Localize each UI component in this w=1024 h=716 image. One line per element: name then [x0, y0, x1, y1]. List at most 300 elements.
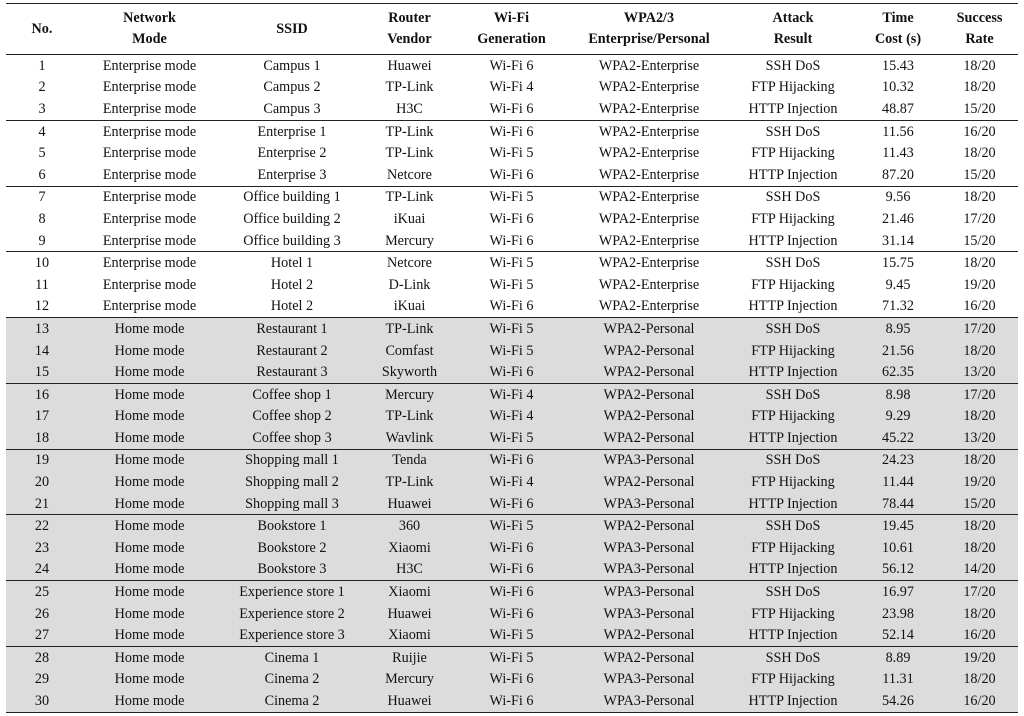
- cell-ssid: Cinema 2: [221, 690, 363, 712]
- cell-success-rate: 13/20: [941, 361, 1018, 383]
- cell-wifi-generation: Wi-Fi 6: [456, 361, 567, 383]
- cell-network-mode: Home mode: [78, 449, 221, 471]
- cell-ssid: Bookstore 3: [221, 559, 363, 581]
- header-wpa-type-line: Enterprise/Personal: [588, 31, 710, 47]
- cell-ssid: Campus 1: [263, 57, 321, 74]
- cell-time-cost: 62.35: [855, 361, 941, 383]
- header-ssid-line: SSID: [276, 20, 308, 37]
- cell-no: 30: [6, 690, 78, 712]
- table-row: [6, 515, 1018, 537]
- cell-wpa-type: WPA2-Enterprise: [598, 57, 700, 74]
- cell-router-vendor: TP-Link: [363, 318, 456, 340]
- cell-router-vendor: iKuai: [393, 298, 426, 315]
- cell-network-mode: Home mode: [78, 537, 221, 559]
- table-row: [6, 208, 1018, 230]
- cell-no: 4: [6, 120, 78, 142]
- cell-no: 1: [38, 57, 46, 74]
- cell-router-vendor: Xiaomi: [363, 581, 456, 603]
- cell-network-mode: Enterprise mode: [102, 232, 197, 249]
- table-row: [6, 449, 1018, 471]
- cell-time-cost: 24.23: [855, 449, 941, 471]
- cell-attack-result: HTTP Injection: [748, 166, 838, 183]
- cell-wifi-generation: Wi-Fi 5: [456, 318, 567, 340]
- table-row: [6, 603, 1018, 625]
- table-row: [6, 383, 1018, 405]
- header-router-vendor: [363, 4, 456, 55]
- cell-success-rate: 17/20: [941, 581, 1018, 603]
- cell-time-cost: 56.12: [855, 559, 941, 581]
- cell-ssid: Office building 2: [243, 210, 341, 227]
- cell-ssid: Enterprise 1: [221, 120, 363, 142]
- header-success-rate-line: Success: [956, 10, 1003, 26]
- cell-no: 29: [6, 669, 78, 691]
- cell-wpa-type: WPA3-Personal: [567, 493, 731, 515]
- cell-time-cost: 8.95: [855, 318, 941, 340]
- header-success-rate-line: Rate: [965, 31, 994, 47]
- cell-attack-result: FTP Hijacking: [751, 79, 835, 96]
- cell-wifi-generation: Wi-Fi 6: [456, 449, 567, 471]
- cell-wifi-generation: Wi-Fi 6: [456, 603, 567, 625]
- cell-wpa-type: WPA2-Personal: [567, 427, 731, 449]
- cell-wpa-type: WPA3-Personal: [567, 559, 731, 581]
- cell-attack-result: SSH DoS: [731, 383, 855, 405]
- cell-success-rate: 18/20: [941, 406, 1018, 428]
- cell-wpa-type: WPA2-Personal: [567, 624, 731, 646]
- cell-success-rate: 18/20: [963, 79, 996, 96]
- cell-ssid: Shopping mall 3: [221, 493, 363, 515]
- cell-ssid: Office building 3: [243, 232, 341, 249]
- header-wpa-type-line: WPA2/3: [623, 10, 675, 26]
- cell-success-rate: 18/20: [963, 145, 996, 162]
- cell-time-cost: 11.56: [855, 120, 941, 142]
- cell-router-vendor: Huawei: [363, 690, 456, 712]
- cell-network-mode: Enterprise mode: [102, 276, 197, 293]
- cell-router-vendor: Huawei: [387, 57, 432, 74]
- table-row: [6, 252, 1018, 274]
- cell-network-mode: Enterprise mode: [102, 210, 197, 227]
- cell-network-mode: Home mode: [78, 581, 221, 603]
- cell-wifi-generation: Wi-Fi 6: [456, 669, 567, 691]
- cell-router-vendor: Mercury: [363, 669, 456, 691]
- header-router-vendor-line: Router: [388, 10, 431, 26]
- table-row: [6, 427, 1018, 449]
- cell-ssid: Hotel 1: [221, 252, 363, 274]
- cell-success-rate: 19/20: [963, 276, 996, 293]
- cell-success-rate: 17/20: [941, 318, 1018, 340]
- cell-time-cost: 11.31: [855, 669, 941, 691]
- cell-ssid: Shopping mall 1: [221, 449, 363, 471]
- table-row: [6, 559, 1018, 581]
- header-wifi-generation-line: Wi-Fi: [493, 10, 530, 26]
- cell-attack-result: FTP Hijacking: [751, 210, 835, 227]
- cell-wifi-generation: Wi-Fi 4: [456, 406, 567, 428]
- header-row: [6, 4, 1018, 55]
- cell-wifi-generation: Wi-Fi 5: [456, 252, 567, 274]
- table-row: [6, 77, 1018, 99]
- cell-network-mode: Enterprise mode: [78, 252, 221, 274]
- cell-no: 9: [38, 232, 46, 249]
- cell-network-mode: Home mode: [78, 624, 221, 646]
- table-row: [6, 624, 1018, 646]
- cell-attack-result: HTTP Injection: [731, 493, 855, 515]
- cell-time-cost: 45.22: [855, 427, 941, 449]
- cell-wpa-type: WPA3-Personal: [567, 690, 731, 712]
- cell-time-cost: 10.61: [855, 537, 941, 559]
- cell-time-cost: 11.44: [855, 471, 941, 493]
- cell-success-rate: 15/20: [963, 232, 996, 249]
- cell-wpa-type: WPA2-Enterprise: [598, 298, 700, 315]
- cell-success-rate: 18/20: [941, 515, 1018, 537]
- cell-time-cost: 8.98: [855, 383, 941, 405]
- cell-network-mode: Home mode: [78, 493, 221, 515]
- cell-network-mode: Home mode: [78, 647, 221, 669]
- header-no-line: No.: [31, 20, 53, 37]
- header-attack-result: [731, 4, 855, 55]
- cell-wpa-type: WPA3-Personal: [567, 603, 731, 625]
- table-row: [6, 142, 1018, 164]
- cell-time-cost: 48.87: [882, 100, 914, 117]
- cell-time-cost: 8.89: [855, 647, 941, 669]
- cell-wifi-generation: Wi-Fi 4: [489, 79, 534, 96]
- cell-wpa-type: WPA2-Enterprise: [598, 79, 700, 96]
- cell-no: 22: [6, 515, 78, 537]
- cell-ssid: Bookstore 1: [221, 515, 363, 537]
- cell-time-cost: 9.56: [855, 186, 941, 208]
- header-no: [6, 4, 78, 55]
- cell-time-cost: 15.75: [855, 252, 941, 274]
- cell-no: 20: [6, 471, 78, 493]
- table-row: [6, 55, 1018, 77]
- cell-wifi-generation: Wi-Fi 6: [456, 120, 567, 142]
- header-wifi-generation-line: Generation: [477, 31, 546, 47]
- cell-wpa-type: WPA3-Personal: [567, 449, 731, 471]
- cell-attack-result: SSH DoS: [731, 186, 855, 208]
- header-success-rate: [941, 4, 1018, 55]
- cell-ssid: Experience store 1: [221, 581, 363, 603]
- cell-attack-result: SSH DoS: [731, 120, 855, 142]
- cell-router-vendor: Mercury: [363, 383, 456, 405]
- cell-router-vendor: Comfast: [363, 340, 456, 362]
- cell-attack-result: HTTP Injection: [731, 690, 855, 712]
- cell-time-cost: 71.32: [882, 298, 914, 315]
- cell-wifi-generation: Wi-Fi 6: [456, 690, 567, 712]
- header-network-mode-line: Mode: [132, 31, 167, 47]
- cell-router-vendor: Xiaomi: [363, 624, 456, 646]
- cell-no: 13: [6, 318, 78, 340]
- cell-router-vendor: TP-Link: [363, 186, 456, 208]
- cell-router-vendor: Huawei: [363, 603, 456, 625]
- header-attack-result-line: Result: [773, 31, 813, 47]
- cell-attack-result: HTTP Injection: [731, 559, 855, 581]
- cell-attack-result: SSH DoS: [731, 318, 855, 340]
- cell-success-rate: 16/20: [941, 690, 1018, 712]
- cell-time-cost: 21.56: [855, 340, 941, 362]
- cell-wifi-generation: Wi-Fi 6: [456, 559, 567, 581]
- cell-ssid: Hotel 2: [270, 276, 314, 293]
- cell-router-vendor: Wavlink: [363, 427, 456, 449]
- cell-wifi-generation: Wi-Fi 6: [489, 57, 534, 74]
- cell-wifi-generation: Wi-Fi 5: [456, 340, 567, 362]
- header-wpa-type: [567, 4, 731, 55]
- cell-attack-result: FTP Hijacking: [731, 603, 855, 625]
- header-network-mode-line: Network: [123, 10, 176, 26]
- cell-no: 25: [6, 581, 78, 603]
- cell-ssid: Hotel 2: [270, 298, 314, 315]
- cell-network-mode: Home mode: [78, 471, 221, 493]
- cell-wpa-type: WPA2-Enterprise: [598, 276, 700, 293]
- header-time-cost-line: Cost (s): [874, 31, 922, 47]
- cell-attack-result: FTP Hijacking: [731, 537, 855, 559]
- cell-success-rate: 18/20: [941, 252, 1018, 274]
- cell-attack-result: SSH DoS: [731, 252, 855, 274]
- cell-wpa-type: WPA2-Enterprise: [598, 210, 700, 227]
- cell-time-cost: 9.29: [855, 406, 941, 428]
- header-router-vendor-line: Vendor: [387, 31, 432, 47]
- cell-wpa-type: WPA3-Personal: [567, 581, 731, 603]
- table-row: [6, 340, 1018, 362]
- cell-time-cost: 23.98: [855, 603, 941, 625]
- cell-wifi-generation: Wi-Fi 5: [456, 624, 567, 646]
- table-row: [6, 361, 1018, 383]
- table-row: [6, 493, 1018, 515]
- cell-ssid: Office building 1: [221, 186, 363, 208]
- table-body: [6, 55, 1018, 713]
- table-row: [6, 537, 1018, 559]
- cell-no: 26: [6, 603, 78, 625]
- table-row: [6, 120, 1018, 142]
- cell-router-vendor: Netcore: [387, 166, 432, 183]
- table-row: [6, 690, 1018, 712]
- cell-router-vendor: iKuai: [393, 210, 426, 227]
- cell-network-mode: Enterprise mode: [78, 186, 221, 208]
- cell-attack-result: SSH DoS: [731, 581, 855, 603]
- cell-ssid: Bookstore 2: [221, 537, 363, 559]
- cell-success-rate: 18/20: [941, 669, 1018, 691]
- cell-success-rate: 16/20: [941, 120, 1018, 142]
- header-network-mode: [78, 4, 221, 55]
- cell-wpa-type: WPA3-Personal: [567, 669, 731, 691]
- cell-no: 2: [38, 79, 46, 96]
- cell-success-rate: 18/20: [941, 340, 1018, 362]
- cell-attack-result: SSH DoS: [731, 647, 855, 669]
- cell-no: 21: [6, 493, 78, 515]
- cell-ssid: Enterprise 3: [257, 166, 327, 183]
- cell-ssid: Coffee shop 2: [221, 406, 363, 428]
- cell-router-vendor: Skyworth: [363, 361, 456, 383]
- cell-wpa-type: WPA2-Enterprise: [567, 120, 731, 142]
- table-row: [6, 164, 1018, 186]
- cell-no: 7: [6, 186, 78, 208]
- cell-network-mode: Home mode: [78, 427, 221, 449]
- cell-wifi-generation: Wi-Fi 6: [489, 210, 534, 227]
- cell-wifi-generation: Wi-Fi 5: [456, 647, 567, 669]
- cell-wifi-generation: Wi-Fi 6: [489, 100, 534, 117]
- cell-ssid: Restaurant 1: [221, 318, 363, 340]
- cell-success-rate: 16/20: [963, 298, 996, 315]
- table-row: [6, 647, 1018, 669]
- cell-no: 6: [38, 166, 46, 183]
- table-row: [6, 230, 1018, 252]
- cell-success-rate: 19/20: [941, 647, 1018, 669]
- cell-router-vendor: H3C: [396, 100, 423, 117]
- table-row: [6, 296, 1018, 318]
- cell-success-rate: 17/20: [941, 383, 1018, 405]
- cell-ssid: Experience store 2: [221, 603, 363, 625]
- cell-wpa-type: WPA2-Enterprise: [598, 232, 700, 249]
- cell-router-vendor: Xiaomi: [363, 537, 456, 559]
- cell-time-cost: 54.26: [855, 690, 941, 712]
- cell-router-vendor: Netcore: [363, 252, 456, 274]
- cell-no: 11: [35, 276, 49, 293]
- cell-time-cost: 9.45: [885, 276, 911, 293]
- cell-network-mode: Home mode: [78, 361, 221, 383]
- cell-no: 18: [6, 427, 78, 449]
- cell-attack-result: HTTP Injection: [748, 298, 838, 315]
- cell-network-mode: Home mode: [78, 318, 221, 340]
- cell-router-vendor: TP-Link: [385, 79, 434, 96]
- cell-no: 15: [6, 361, 78, 383]
- cell-time-cost: 21.46: [882, 210, 914, 227]
- cell-attack-result: HTTP Injection: [731, 427, 855, 449]
- cell-wifi-generation: Wi-Fi 4: [456, 471, 567, 493]
- cell-network-mode: Home mode: [78, 340, 221, 362]
- cell-success-rate: 16/20: [941, 624, 1018, 646]
- cell-attack-result: FTP Hijacking: [731, 669, 855, 691]
- cell-wpa-type: WPA2-Personal: [567, 340, 731, 362]
- cell-wpa-type: WPA3-Personal: [567, 537, 731, 559]
- cell-network-mode: Enterprise mode: [102, 166, 197, 183]
- table-row: [6, 471, 1018, 493]
- cell-success-rate: 15/20: [963, 100, 996, 117]
- cell-router-vendor: TP-Link: [363, 471, 456, 493]
- cell-router-vendor: TP-Link: [363, 120, 456, 142]
- cell-ssid: Campus 3: [263, 100, 321, 117]
- cell-wifi-generation: Wi-Fi 6: [489, 298, 534, 315]
- cell-time-cost: 15.43: [882, 57, 914, 74]
- cell-network-mode: Enterprise mode: [102, 57, 197, 74]
- cell-time-cost: 78.44: [855, 493, 941, 515]
- cell-network-mode: Enterprise mode: [78, 120, 221, 142]
- header-time-cost-line: Time: [882, 10, 914, 26]
- cell-network-mode: Home mode: [78, 515, 221, 537]
- cell-no: 10: [6, 252, 78, 274]
- header-attack-result-line: Attack: [772, 10, 814, 26]
- cell-success-rate: 18/20: [941, 449, 1018, 471]
- cell-success-rate: 18/20: [941, 537, 1018, 559]
- cell-ssid: Cinema 2: [221, 669, 363, 691]
- cell-wpa-type: WPA2-Enterprise: [598, 145, 700, 162]
- cell-no: 3: [38, 100, 46, 117]
- cell-router-vendor: Mercury: [385, 232, 434, 249]
- cell-success-rate: 18/20: [941, 603, 1018, 625]
- cell-success-rate: 17/20: [963, 210, 996, 227]
- cell-success-rate: 19/20: [941, 471, 1018, 493]
- cell-time-cost: 19.45: [855, 515, 941, 537]
- header-time-cost: [855, 4, 941, 55]
- cell-wpa-type: WPA2-Personal: [567, 471, 731, 493]
- table-header: [6, 4, 1018, 55]
- table-row: [6, 669, 1018, 691]
- cell-no: 27: [6, 624, 78, 646]
- cell-no: 17: [6, 406, 78, 428]
- header-wifi-generation: [456, 4, 567, 55]
- cell-no: 19: [6, 449, 78, 471]
- cell-network-mode: Enterprise mode: [102, 100, 197, 117]
- cell-ssid: Cinema 1: [221, 647, 363, 669]
- cell-router-vendor: H3C: [363, 559, 456, 581]
- cell-wpa-type: WPA2-Personal: [567, 647, 731, 669]
- cell-attack-result: HTTP Injection: [748, 232, 838, 249]
- cell-no: 8: [38, 210, 46, 227]
- cell-wifi-generation: Wi-Fi 4: [456, 383, 567, 405]
- cell-wpa-type: WPA2-Personal: [567, 361, 731, 383]
- cell-wpa-type: WPA2-Personal: [567, 318, 731, 340]
- cell-router-vendor: 360: [363, 515, 456, 537]
- cell-attack-result: HTTP Injection: [731, 624, 855, 646]
- cell-wifi-generation: Wi-Fi 6: [456, 581, 567, 603]
- cell-network-mode: Enterprise mode: [102, 145, 197, 162]
- cell-network-mode: Home mode: [78, 559, 221, 581]
- cell-ssid: Shopping mall 2: [221, 471, 363, 493]
- results-table-container: [6, 3, 1018, 713]
- cell-attack-result: HTTP Injection: [748, 100, 838, 117]
- cell-time-cost: 10.32: [882, 79, 914, 96]
- cell-success-rate: 15/20: [963, 166, 996, 183]
- cell-time-cost: 16.97: [855, 581, 941, 603]
- table-row: [6, 98, 1018, 120]
- cell-no: 12: [34, 298, 50, 315]
- cell-wpa-type: WPA2-Enterprise: [598, 100, 700, 117]
- cell-time-cost: 11.43: [882, 145, 914, 162]
- cell-wifi-generation: Wi-Fi 5: [489, 276, 534, 293]
- table-row: [6, 318, 1018, 340]
- results-table: [6, 3, 1018, 713]
- cell-network-mode: Enterprise mode: [102, 298, 197, 315]
- cell-ssid: Coffee shop 3: [221, 427, 363, 449]
- cell-wifi-generation: Wi-Fi 6: [456, 493, 567, 515]
- cell-wpa-type: WPA2-Personal: [567, 515, 731, 537]
- cell-router-vendor: Huawei: [363, 493, 456, 515]
- cell-success-rate: 18/20: [963, 57, 996, 74]
- cell-attack-result: SSH DoS: [731, 449, 855, 471]
- cell-attack-result: SSH DoS: [765, 57, 821, 74]
- cell-time-cost: 87.20: [882, 166, 914, 183]
- cell-attack-result: FTP Hijacking: [731, 340, 855, 362]
- cell-attack-result: FTP Hijacking: [751, 145, 835, 162]
- cell-attack-result: FTP Hijacking: [751, 276, 835, 293]
- cell-network-mode: Enterprise mode: [102, 79, 197, 96]
- cell-wifi-generation: Wi-Fi 5: [456, 186, 567, 208]
- cell-no: 24: [6, 559, 78, 581]
- cell-no: 14: [6, 340, 78, 362]
- table-row: [6, 274, 1018, 296]
- cell-wifi-generation: Wi-Fi 5: [456, 515, 567, 537]
- cell-attack-result: FTP Hijacking: [731, 471, 855, 493]
- cell-network-mode: Home mode: [78, 603, 221, 625]
- table-row: [6, 186, 1018, 208]
- cell-wpa-type: WPA2-Enterprise: [567, 186, 731, 208]
- cell-ssid: Restaurant 2: [221, 340, 363, 362]
- cell-router-vendor: TP-Link: [385, 145, 434, 162]
- cell-network-mode: Home mode: [78, 406, 221, 428]
- cell-no: 23: [6, 537, 78, 559]
- cell-ssid: Campus 2: [263, 79, 321, 96]
- cell-success-rate: 13/20: [941, 427, 1018, 449]
- cell-wifi-generation: Wi-Fi 6: [456, 537, 567, 559]
- header-ssid: [221, 4, 363, 55]
- cell-ssid: Enterprise 2: [257, 145, 327, 162]
- cell-ssid: Experience store 3: [221, 624, 363, 646]
